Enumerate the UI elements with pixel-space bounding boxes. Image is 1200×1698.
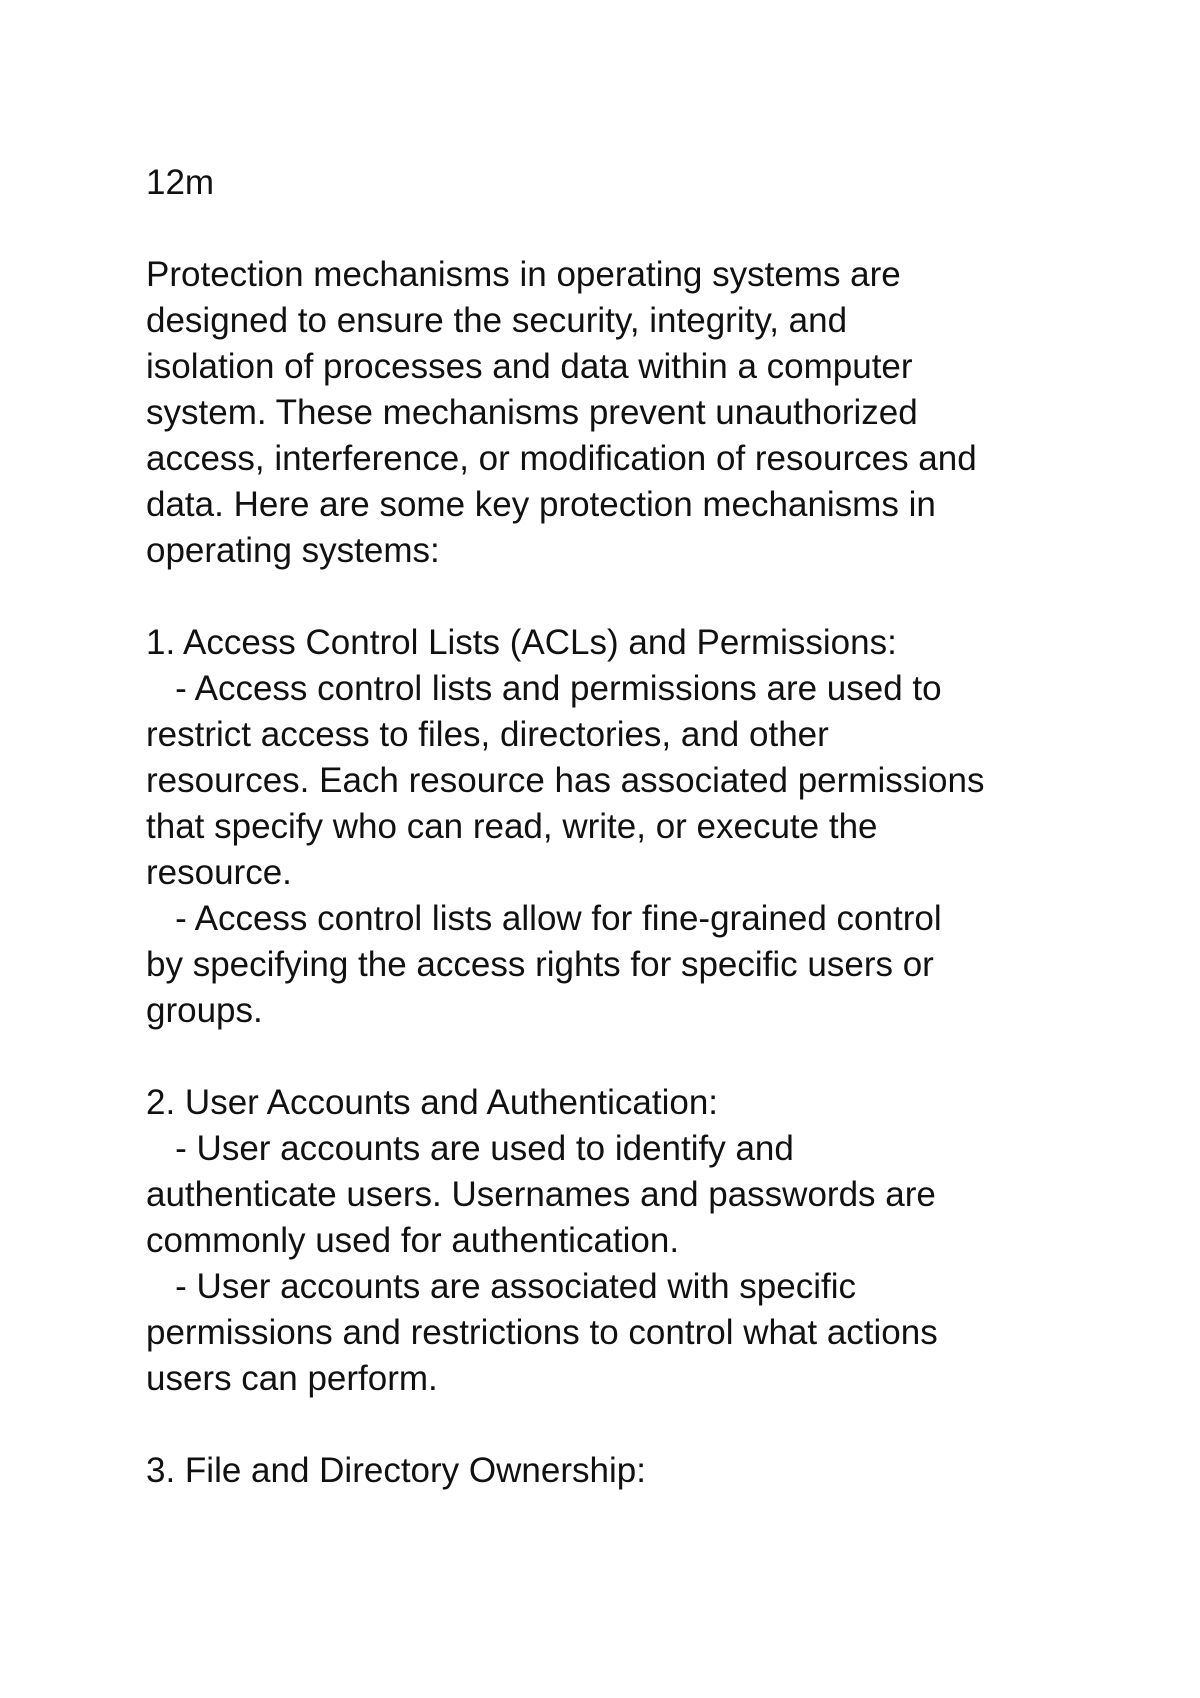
intro-line: designed to ensure the security, integrity, and — [146, 301, 848, 340]
section-ownership — [146, 1448, 1086, 1494]
section-line: - User accounts are used to identify and — [146, 1129, 794, 1168]
spacer — [146, 1034, 1086, 1080]
section-line: - Access control lists allow for fine-grained control — [146, 899, 942, 938]
spacer — [146, 206, 1086, 252]
section-title: 3. File and Directory Ownership: — [146, 1451, 646, 1490]
section-line: permissions and restrictions to control what actions — [146, 1313, 938, 1352]
document-body — [146, 160, 1086, 1494]
section-line: authenticate users. Usernames and passwords are — [146, 1175, 936, 1214]
intro-line: data. Here are some key protection mechanisms in — [146, 485, 936, 524]
section-line: restrict access to files, directories, and other — [146, 715, 829, 754]
intro-paragraph — [146, 252, 1086, 574]
section-line: that specify who can read, write, or execute the — [146, 807, 878, 846]
intro-line: isolation of processes and data within a computer — [146, 347, 913, 386]
intro-line: Protection mechanisms in operating systems are — [146, 255, 901, 294]
section-acl — [146, 620, 1086, 1034]
section-line: resources. Each resource has associated permissions — [146, 761, 985, 800]
section-line: - Access control lists and permissions are used to — [146, 669, 942, 708]
section-line: commonly used for authentication. — [146, 1221, 680, 1260]
section-line: users can perform. — [146, 1359, 438, 1398]
intro-line: access, interference, or modification of resources and — [146, 439, 977, 478]
section-title: 1. Access Control Lists (ACLs) and Permissions: — [146, 623, 897, 662]
spacer — [146, 574, 1086, 620]
intro-line: system. These mechanisms prevent unauthorized — [146, 393, 918, 432]
section-user-accounts — [146, 1080, 1086, 1402]
section-title: 2. User Accounts and Authentication: — [146, 1083, 719, 1122]
section-line: by specifying the access rights for specific users or — [146, 945, 934, 984]
section-line: groups. — [146, 991, 263, 1030]
section-line: - User accounts are associated with specific — [146, 1267, 857, 1306]
spacer — [146, 1402, 1086, 1448]
intro-line: operating systems: — [146, 531, 440, 570]
section-line: resource. — [146, 853, 292, 892]
document-heading: 12m — [146, 163, 215, 202]
